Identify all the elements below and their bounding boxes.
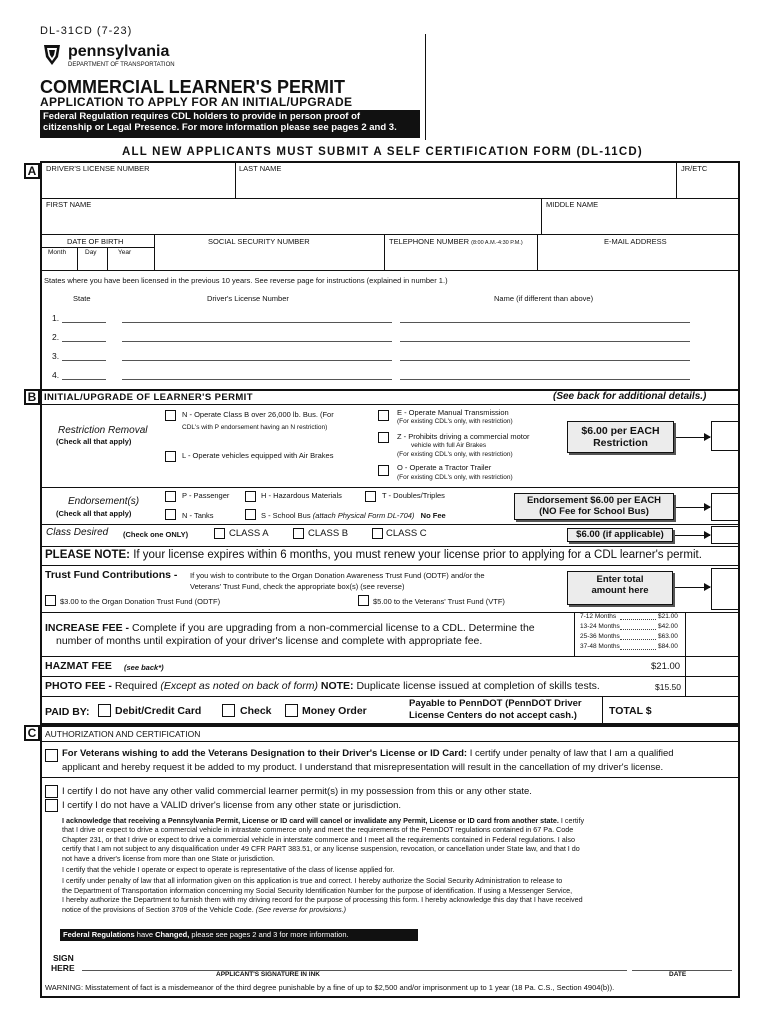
class-desired-label: Class Desired [46,527,109,538]
self-cert-notice: ALL NEW APPLICANTS MUST SUBMIT A SELF CERTIFICATION FORM (DL-11CD) [122,146,643,158]
restriction-n-label: N - Operate Class B over 26,000 lb. Bus. (For [182,410,334,419]
hazmat-fee: $21.00 [651,661,681,672]
payable-line-1: Payable to PennDOT (PennDOT Driver [409,698,582,709]
fee-row-months: 37-48 Months [580,643,620,650]
state-dl-number-input[interactable] [122,367,392,380]
total-amount-input[interactable] [660,698,737,723]
ack-line-1: I acknowledge that receiving a Pennsylvania Permit, License or ID card will cancel or invalidate any Permit, License or ID card from another state. I certify [62,816,585,825]
veterans-text-1: For Veterans wishing to add the Veterans Designation to their Driver's License or ID Card: I certify under penalty of law that I am a qualified [62,748,674,759]
ack-line-4: certify that I am not subject to any disqualification under 49 CFR PART 383.51, or any license suspension, revocation, or cancellation under State law, and that I do [62,844,580,854]
restriction-arrow-icon [676,437,710,438]
restriction-fee-box [567,421,674,453]
class-b-checkbox[interactable] [293,528,304,539]
pen-line-2: the Department of Transportation information concerning my Social Security Identification Number for the purpose of identification. If using a Messenger Service, [62,885,573,895]
increase-amount-input[interactable] [687,614,737,654]
endorse-fee-line2: (NO Fee for School Bus) [539,506,649,517]
hazmat-label: HAZMAT FEE [45,660,112,672]
restriction-fee-line2: Restriction [593,437,648,449]
col-state-label: State [73,294,91,303]
pen-line-3: I hereby authorize the Department to furnish them with my driving record for the purpose of processing this form. I hereby acknowledge this day that I have received [62,895,583,905]
notice-line-2: citizenship or Legal Presence. For more information please see pages 2 and 3. [43,122,397,133]
section-b-letter: B [24,389,40,405]
page-subtitle: APPLICATION TO APPLY FOR AN INITIAL/UPGRADE [40,95,353,109]
phone-label: TELEPHONE NUMBER (8:00 A.M.-4:30 P.M.) [389,237,523,246]
fee-row-months: 7-12 Months [580,613,617,620]
dob-input[interactable] [42,258,153,269]
increase-fee-text-2: number of months until expiration of your driver's license and complete with appropriate fee. [56,635,483,647]
class-arrow-icon [675,535,710,536]
date-input[interactable] [632,948,732,970]
restriction-o-checkbox[interactable] [378,465,389,476]
fee-row-months: 13-24 Months [580,623,620,630]
first-name-label: FIRST NAME [46,200,92,209]
endorse-n-checkbox[interactable] [165,509,176,520]
endorse-arrow-icon [676,507,710,508]
restriction-o-label: O - Operate a Tractor Trailer [397,463,492,472]
ack-line-3: Chapter 231, or that I drive or expect to drive a commercial vehicle in interstate commerce and I meet all the requirements contained in Federal regulations. I also [62,834,575,844]
restriction-removal-label: Restriction Removal [58,425,148,436]
state-dl-number-input[interactable] [122,348,392,361]
endorse-fee-line1: Endorsement $6.00 per EACH [526,495,662,506]
endorsements-label: Endorsement(s) [68,496,140,507]
debit-card-label: Debit/Credit Card [115,705,202,717]
total-label: TOTAL $ [609,705,652,717]
state-name-input[interactable] [400,367,690,380]
restriction-fee-line1: $6.00 per EACH [581,425,660,437]
state-row-number: 2. [52,332,60,342]
class-fee-box: $6.00 (if applicable) [567,528,673,542]
dl-number-input[interactable] [42,175,234,197]
sign-label: SIGN [53,953,74,963]
dl-number-label: DRIVER'S LICENSE NUMBER [46,164,150,173]
email-input[interactable] [539,247,738,269]
jr-etc-label: JR/ETC [681,164,708,173]
vtf-checkbox[interactable] [358,595,369,606]
signature-input[interactable] [82,948,627,970]
endorse-s-label: S - School Bus (attach Physical Form DL-704) No Fee [261,511,446,520]
jr-etc-input[interactable] [678,175,738,197]
restriction-l-checkbox[interactable] [165,451,176,462]
logo-dept: DEPARTMENT OF TRANSPORTATION [68,62,175,68]
photo-fee: PHOTO FEE - Required (Except as noted on back of form) NOTE: Duplicate license issued at completion of skills tests. [45,680,600,692]
class-a-checkbox[interactable] [214,528,225,539]
ack-line-5: not have a driver's license from more than one State or jurisdiction. [62,853,275,863]
endorse-fee-box [514,493,674,520]
check-all-endorsements: (Check all that apply) [56,509,132,518]
section-c-letter: C [24,725,40,741]
section-a-letter: A [24,163,40,179]
endorse-t-checkbox[interactable] [365,491,376,502]
restriction-e-note: (For existing CDL's only, with restriction) [397,418,513,425]
ssn-label: SOCIAL SECURITY NUMBER [208,237,310,246]
veterans-checkbox[interactable] [45,749,58,762]
dob-year-label: Year [118,249,132,256]
see-back-note: (See back for additional details.) [553,391,707,402]
enter-total-line2: amount here [591,585,649,596]
acknowledgement [62,816,734,914]
last-name-label: LAST NAME [239,164,282,173]
fee-row-amount: $84.00 [658,643,678,650]
restriction-e-label: E - Operate Manual Transmission [397,408,509,417]
state-row-number: 3. [52,351,60,361]
fee-row-amount: $21.00 [658,613,678,620]
section-b-title: INITIAL/UPGRADE OF LEARNER'S PERMIT [44,392,253,403]
restriction-l-label: L - Operate vehicles equipped with Air Brakes [182,451,334,460]
fee-row-amount: $42.00 [658,623,678,630]
endorse-t-label: T - Doubles/Triples [382,491,445,500]
cert-no-permit-checkbox[interactable] [45,785,58,798]
middle-name-input[interactable] [543,211,738,233]
rep-line: I certify that the vehicle I operate or expect to operate is representative of the class of license applied for. [62,865,395,875]
phone-input[interactable] [386,247,536,269]
trust-arrow-icon [675,587,710,588]
trust-fund-text-2: Veterans' Trust Fund, check the appropriate box(s) (see reverse) [190,582,405,591]
endorse-n-label: N - Tanks [182,511,214,520]
pa-keystone-logo-icon [40,43,64,67]
restriction-z-note-2: (For existing CDL's only, with restriction) [397,451,513,458]
enter-total-box [567,571,673,605]
notice-line-1: Federal Regulation requires CDL holders to provide in person proof of [43,111,361,122]
here-label: HERE [51,963,75,973]
warning-text: WARNING: Misstatement of fact is a misdemeanor of the third degree punishable by a fine of up to $2,500 and/or imprisonment up to 1 year (18 Pa. C.S., Section 4904(b)). [45,983,615,992]
odtf-checkbox[interactable] [45,595,56,606]
state-name-input[interactable] [400,329,690,342]
payable-line-2: License Centers do not accept cash.) [409,710,577,721]
endorse-h-checkbox[interactable] [245,491,256,502]
email-label: E-MAIL ADDRESS [604,237,667,246]
trust-fund-title: Trust Fund Contributions - [45,569,178,581]
signature-caption: APPLICANT'S SIGNATURE IN INK [216,971,320,978]
states-intro: States where you have been licensed in the previous 10 years. See reverse page for instructions (explained in number 1.) [44,276,448,285]
check-all-restrictions: (Check all that apply) [56,437,132,446]
trust-fund-text-1: If you wish to contribute to the Organ Donation Awareness Trust Fund (ODTF) and/or the [190,571,485,580]
money-order-label: Money Order [302,705,367,717]
state-input[interactable] [62,367,106,380]
state-dl-number-input[interactable] [122,329,392,342]
class-c-checkbox[interactable] [372,528,383,539]
state-row-number: 1. [52,313,60,323]
photo-fee-amount: $15.50 [655,682,681,692]
endorse-amount-input[interactable] [711,493,738,521]
hazmat-amount-input[interactable] [687,658,737,674]
dob-label: DATE OF BIRTH [67,237,124,246]
trust-amount-input[interactable] [711,568,738,610]
veterans-text-2: applicant and hereby request it be added to my product. I understand that misrepresentation will result in the cancellation of my driver's license. [62,762,664,773]
increase-fee: INCREASE FEE - Complete if you are upgrading from a non-commercial license to a CDL. Determine the [45,622,535,634]
form-id: DL-31CD (7-23) [40,25,133,37]
cert-no-license-checkbox[interactable] [45,799,58,812]
cert-no-permit: I certify I do not have any other valid commercial learner permit(s) in my possession from this or any other state. [62,786,532,797]
check-checkbox[interactable] [222,704,235,717]
photo-amount-input[interactable] [687,678,737,694]
fee-row-amount: $63.00 [658,633,678,640]
restriction-amount-input[interactable] [711,421,738,451]
state-dl-number-input[interactable] [122,310,392,323]
state-row-number: 4. [52,370,60,380]
endorse-h-label: H - Hazardous Materials [261,491,342,500]
class-a-label: CLASS A [229,528,269,539]
page-title: COMMERCIAL LEARNER'S PERMIT [40,77,345,97]
section-c-title: AUTHORIZATION AND CERTIFICATION [45,729,201,739]
pen-line-1: I certify under penalty of law that all information given on this application is true and correct. I hereby authorize the Social Security Administration to release to [62,876,563,886]
state-name-input[interactable] [400,310,690,323]
date-caption: DATE [669,971,687,978]
vtf-label: $5.00 to the Veterans' Trust Fund (VTF) [373,597,505,606]
please-note: PLEASE NOTE: If your license expires within 6 months, you must renew your license prior to applying for a CDL learner's permit. [45,549,702,561]
hazmat-note: (see back*) [124,663,164,672]
state-name-input[interactable] [400,348,690,361]
pen-line-4: notice of the provisions of Section 3709 of the Vehicle Code. (See reverse for provisions.) [62,904,347,914]
check-label: Check [240,705,272,717]
state-input[interactable] [62,329,106,342]
restriction-e-checkbox[interactable] [378,410,389,421]
restriction-z-note: vehicle with full Air Brakes [411,442,487,449]
dob-month-label: Month [48,249,67,256]
fee-row-months: 25-36 Months [580,633,620,640]
check-one-label: (Check one ONLY) [123,530,189,539]
last-name-input[interactable] [237,175,675,197]
dob-day-label: Day [85,249,97,256]
header-divider [425,34,426,140]
restriction-z-label: Z - Prohibits driving a commercial motor [397,432,530,441]
first-name-input[interactable] [42,211,540,233]
debit-card-checkbox[interactable] [98,704,111,717]
restriction-n-note: CDL's with P endorsement having an N restriction) [182,424,328,431]
col-dl-label: Driver's License Number [207,294,289,303]
federal-regulations-banner: Federal Regulations have Changed, please see pages 2 and 3 for more information. [60,929,418,941]
class-amount-input[interactable] [711,526,738,544]
enter-total-line1: Enter total [596,574,644,585]
restriction-o-note: (For existing CDL's only, with restriction) [397,474,513,481]
state-input[interactable] [62,310,106,323]
middle-name-label: MIDDLE NAME [546,200,599,209]
federal-notice [40,110,420,138]
ssn-input[interactable] [156,247,383,269]
col-name-label: Name (if different than above) [494,294,594,303]
endorse-s-checkbox[interactable] [245,509,256,520]
restriction-z-checkbox[interactable] [378,432,389,443]
ack-line-2: that I drive or expect to drive a commercial vehicle in intrastate commerce only and meet the requirements of the PennDOT regulations contained in 67 Pa. Code [62,825,574,835]
state-input[interactable] [62,348,106,361]
logo-name: pennsylvania [68,43,170,60]
paid-by-label: PAID BY: [45,706,90,718]
endorse-p-checkbox[interactable] [165,491,176,502]
money-order-checkbox[interactable] [285,704,298,717]
endorse-p-label: P - Passenger [182,491,230,500]
class-b-label: CLASS B [308,528,349,539]
class-c-label: CLASS C [386,528,427,539]
restriction-n-checkbox[interactable] [165,410,176,421]
odtf-label: $3.00 to the Organ Donation Trust Fund (ODTF) [60,597,221,606]
cert-no-license: I certify I do not have a VALID driver's license from any other state or jurisdiction. [62,800,402,811]
